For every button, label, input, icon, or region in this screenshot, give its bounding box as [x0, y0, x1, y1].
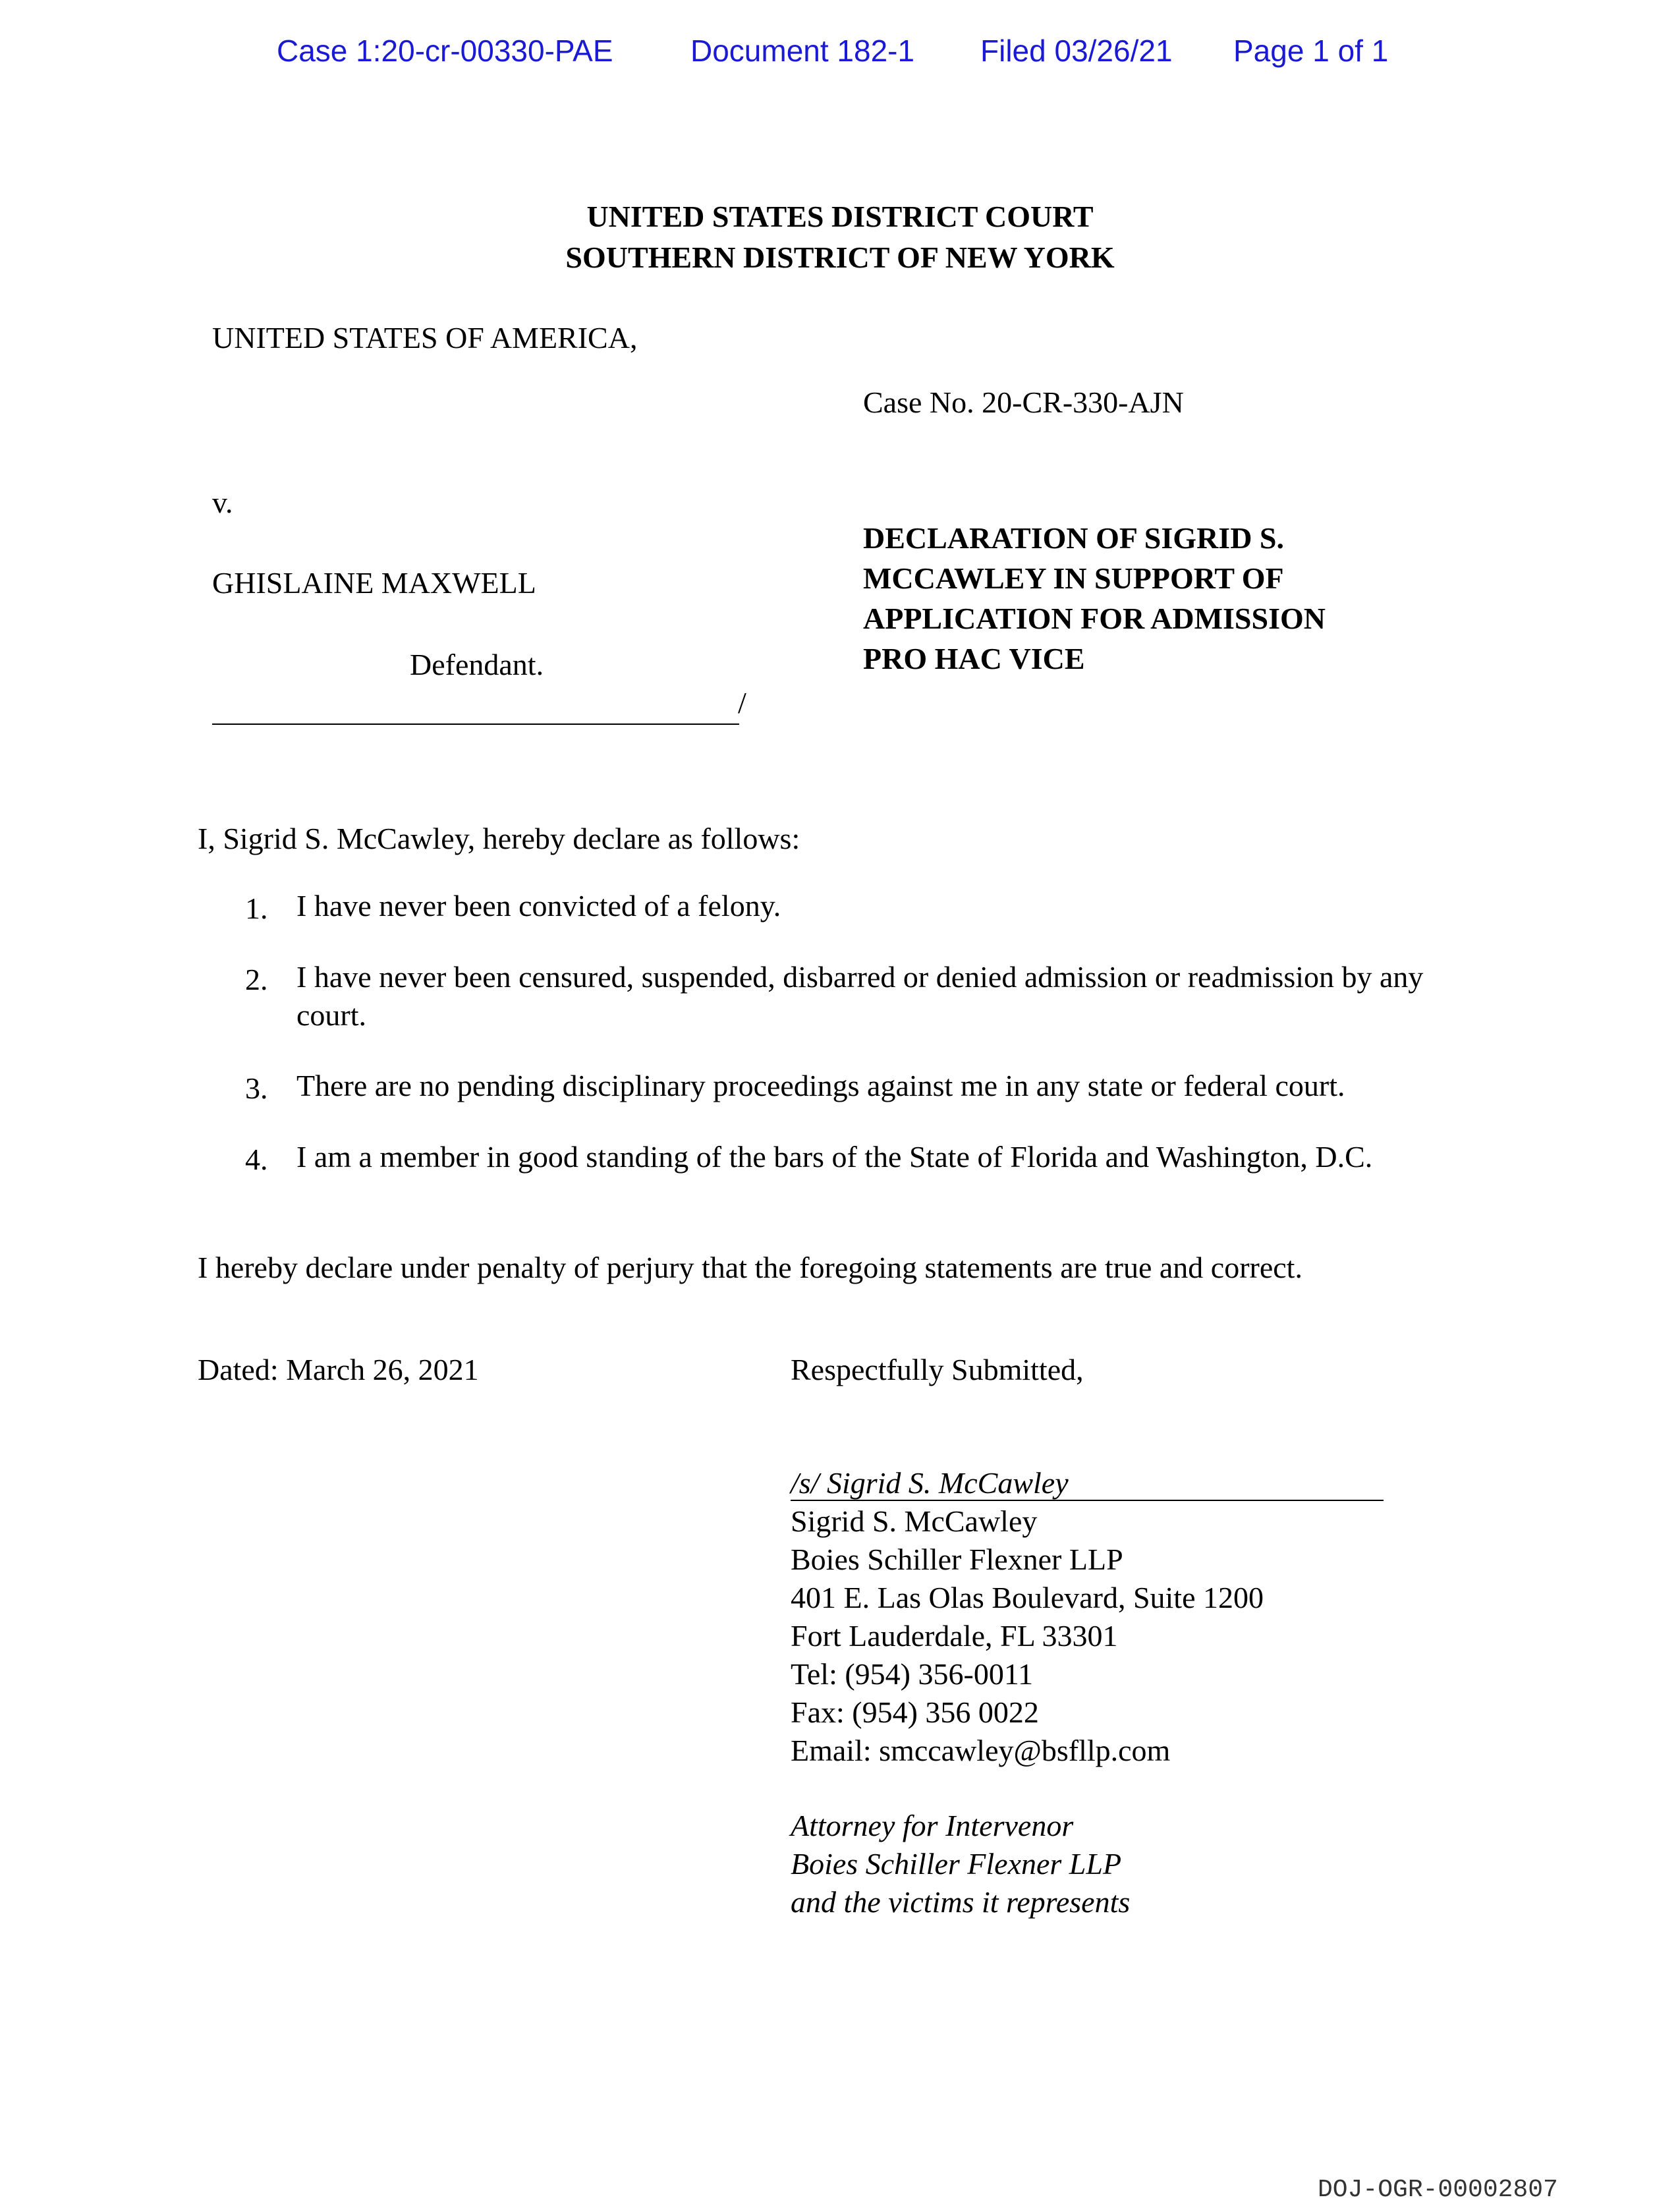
dated-line: Dated: March 26, 2021: [198, 1353, 479, 1386]
address-line: Fax: (954) 356 0022: [791, 1695, 1039, 1729]
header-document-number: Document 182-1: [690, 34, 915, 68]
role-line: Attorney for Intervenor: [791, 1809, 1074, 1842]
address-line: 401 E. Las Olas Boulevard, Suite 1200: [791, 1581, 1264, 1614]
address-line: Fort Lauderdale, FL 33301: [791, 1619, 1118, 1653]
list-item-number: 3.: [245, 1071, 268, 1105]
caption-defendant-role: Defendant.: [410, 648, 544, 681]
list-item-number: 1.: [245, 892, 268, 925]
caption-title-line-1: DECLARATION OF SIGRID S.: [863, 521, 1284, 555]
header-filed-date: Filed 03/26/21: [980, 34, 1173, 68]
court-name-line2: SOUTHERN DISTRICT OF NEW YORK: [565, 241, 1115, 274]
role-line: Boies Schiller Flexner LLP: [791, 1847, 1122, 1881]
declaration-intro: I, Sigrid S. McCawley, hereby declare as follows:: [198, 822, 800, 855]
caption-title-line-3: APPLICATION FOR ADMISSION: [863, 602, 1326, 635]
electronic-signature: /s/ Sigrid S. McCawley: [791, 1466, 1069, 1500]
list-item-text: I have never been censured, suspended, disbarred or denied admission or readmission by any court.: [296, 960, 1424, 1032]
list-item-text: There are no pending disciplinary proceedings against me in any state or federal court.: [296, 1069, 1345, 1102]
role-line: and the victims it represents: [791, 1885, 1131, 1919]
list-item-text: I am a member in good standing of the bars of the State of Florida and Washington, D.C.: [296, 1140, 1373, 1174]
caption-plaintiff: UNITED STATES OF AMERICA,: [212, 321, 638, 354]
address-line: Sigrid S. McCawley: [791, 1504, 1038, 1538]
header-page-number: Page 1 of 1: [1233, 34, 1389, 68]
caption-title-line-2: MCCAWLEY IN SUPPORT OF: [863, 561, 1284, 595]
court-name-line1: UNITED STATES DISTRICT COURT: [586, 200, 1094, 233]
caption-defendant-name: GHISLAINE MAXWELL: [212, 566, 536, 600]
header-case-number: Case 1:20-cr-00330-PAE: [277, 34, 613, 68]
caption-case-number: Case No. 20-CR-330-AJN: [863, 385, 1184, 419]
address-line: Tel: (954) 356-0011: [791, 1657, 1034, 1691]
declaration-statement: I hereby declare under penalty of perjury that the foregoing statements are true and correct.: [198, 1251, 1302, 1284]
caption-title-line-4: PRO HAC VICE: [863, 642, 1085, 675]
list-item-number: 2.: [245, 963, 268, 996]
address-line: Boies Schiller Flexner LLP: [791, 1543, 1123, 1576]
caption-rule-line: [212, 723, 739, 725]
closing-line: Respectfully Submitted,: [791, 1353, 1084, 1386]
caption-versus: v.: [212, 486, 233, 519]
signature-line: [791, 1500, 1384, 1501]
caption-slash: /: [738, 686, 746, 720]
list-item-text: I have never been convicted of a felony.: [296, 889, 781, 922]
bates-number: DOJ-OGR-00002807: [1318, 2176, 1558, 2204]
list-item-number: 4.: [245, 1143, 268, 1176]
address-line: Email: smccawley@bsfllp.com: [791, 1734, 1171, 1767]
